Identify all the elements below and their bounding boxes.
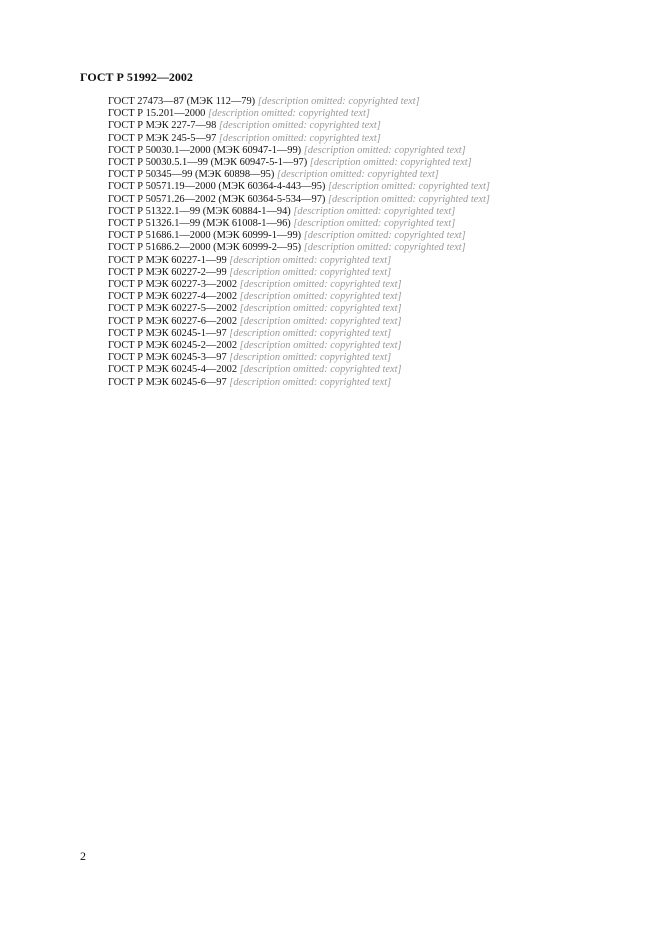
reference-description-placeholder: [description omitted: copyrighted text]: [293, 205, 456, 217]
reference-code: ГОСТ Р МЭК 60245-3—97: [108, 352, 227, 364]
reference-item: [80, 377, 592, 389]
reference-description-placeholder: [description omitted: copyrighted text]: [218, 132, 381, 144]
reference-item: [80, 352, 592, 364]
reference-item: [80, 255, 592, 267]
reference-item: [80, 340, 592, 352]
reference-description-placeholder: [description omitted: copyrighted text]: [218, 120, 381, 132]
reference-code: ГОСТ Р 50030.5.1—99 (МЭК 60947-5-1—97): [108, 157, 308, 169]
reference-description-placeholder: [description omitted: copyrighted text]: [239, 303, 402, 315]
reference-description-placeholder: [description omitted: copyrighted text]: [309, 157, 472, 169]
reference-description-placeholder: [description omitted: copyrighted text]: [229, 266, 392, 278]
reference-description-placeholder: [description omitted: copyrighted text]: [229, 352, 392, 364]
reference-item: [80, 133, 592, 145]
reference-item: [80, 120, 592, 132]
reference-code: ГОСТ Р 50345—99 (МЭК 60898—95): [108, 169, 275, 181]
reference-item: [80, 303, 592, 315]
reference-description-placeholder: [description omitted: copyrighted text]: [239, 364, 402, 376]
reference-item: [80, 267, 592, 279]
reference-item: [80, 364, 592, 376]
reference-item: [80, 230, 592, 242]
reference-description-placeholder: [description omitted: copyrighted text]: [229, 327, 392, 339]
reference-description-placeholder: [description omitted: copyrighted text]: [239, 291, 402, 303]
page-number: 2: [80, 849, 86, 863]
reference-item: [80, 181, 592, 193]
reference-description-placeholder: [description omitted: copyrighted text]: [239, 279, 402, 291]
reference-code: ГОСТ Р 15.201—2000: [108, 108, 206, 120]
reference-description-placeholder: [description omitted: copyrighted text]: [276, 169, 439, 181]
reference-item: [80, 194, 592, 206]
reference-description-placeholder: [description omitted: copyrighted text]: [303, 230, 466, 242]
normative-references-list: [80, 96, 592, 389]
reference-item: [80, 218, 592, 230]
reference-code: ГОСТ Р 50030.1—2000 (МЭК 60947-1—99): [108, 144, 302, 156]
reference-item: [80, 157, 592, 169]
reference-description-placeholder: [description omitted: copyrighted text]: [239, 340, 402, 352]
reference-code: ГОСТ Р МЭК 60227-4—2002: [108, 291, 238, 303]
reference-code: ГОСТ Р 51326.1—99 (МЭК 61008-1—96): [108, 218, 291, 230]
reference-description-placeholder: [description omitted: copyrighted text]: [327, 181, 490, 193]
reference-description-placeholder: [description omitted: copyrighted text]: [229, 376, 392, 388]
reference-description-placeholder: [description omitted: copyrighted text]: [327, 193, 490, 205]
reference-item: [80, 279, 592, 291]
reference-code: ГОСТ Р МЭК 60227-1—99: [108, 254, 227, 266]
reference-item: [80, 145, 592, 157]
reference-code: ГОСТ Р МЭК 60245-1—97: [108, 327, 227, 339]
reference-code: ГОСТ Р 51686.1—2000 (МЭК 60999-1—99): [108, 230, 302, 242]
reference-code: ГОСТ Р МЭК 245-5—97: [108, 132, 217, 144]
reference-code: ГОСТ Р МЭК 60227-2—99: [108, 266, 227, 278]
reference-item: [80, 242, 592, 254]
reference-code: ГОСТ Р МЭК 60245-6—97: [108, 376, 227, 388]
reference-code: ГОСТ Р МЭК 60227-6—2002: [108, 315, 238, 327]
reference-description-placeholder: [description omitted: copyrighted text]: [303, 144, 466, 156]
reference-description-placeholder: [description omitted: copyrighted text]: [208, 108, 370, 120]
document-header: ГОСТ Р 51992—2002: [80, 70, 193, 84]
reference-code: ГОСТ Р МЭК 60227-3—2002: [108, 279, 238, 291]
reference-description-placeholder: [description omitted: copyrighted text]: [257, 96, 420, 107]
reference-item: [80, 328, 592, 340]
reference-description-placeholder: [description omitted: copyrighted text]: [303, 242, 466, 254]
reference-item: [80, 108, 592, 120]
reference-code: ГОСТ Р МЭК 227-7—98: [108, 120, 217, 132]
reference-item: [80, 169, 592, 181]
reference-code: ГОСТ Р 50571.26—2002 (МЭК 60364-5-534—97): [108, 193, 326, 205]
reference-item: [80, 316, 592, 328]
reference-code: ГОСТ Р 51686.2—2000 (МЭК 60999-2—95): [108, 242, 302, 254]
reference-item: [80, 96, 592, 108]
reference-code: ГОСТ Р МЭК 60245-4—2002: [108, 364, 238, 376]
reference-description-placeholder: [description omitted: copyrighted text]: [293, 218, 456, 230]
reference-item: [80, 291, 592, 303]
reference-code: ГОСТ Р 51322.1—99 (МЭК 60884-1—94): [108, 205, 291, 217]
reference-description-placeholder: [description omitted: copyrighted text]: [239, 315, 402, 327]
reference-code: ГОСТ Р 50571.19—2000 (МЭК 60364-4-443—95): [108, 181, 326, 193]
reference-item: [80, 206, 592, 218]
reference-code: ГОСТ Р МЭК 60227-5—2002: [108, 303, 238, 315]
reference-code: ГОСТ 27473—87 (МЭК 112—79): [108, 96, 256, 107]
reference-description-placeholder: [description omitted: copyrighted text]: [229, 254, 392, 266]
reference-code: ГОСТ Р МЭК 60245-2—2002: [108, 340, 238, 352]
